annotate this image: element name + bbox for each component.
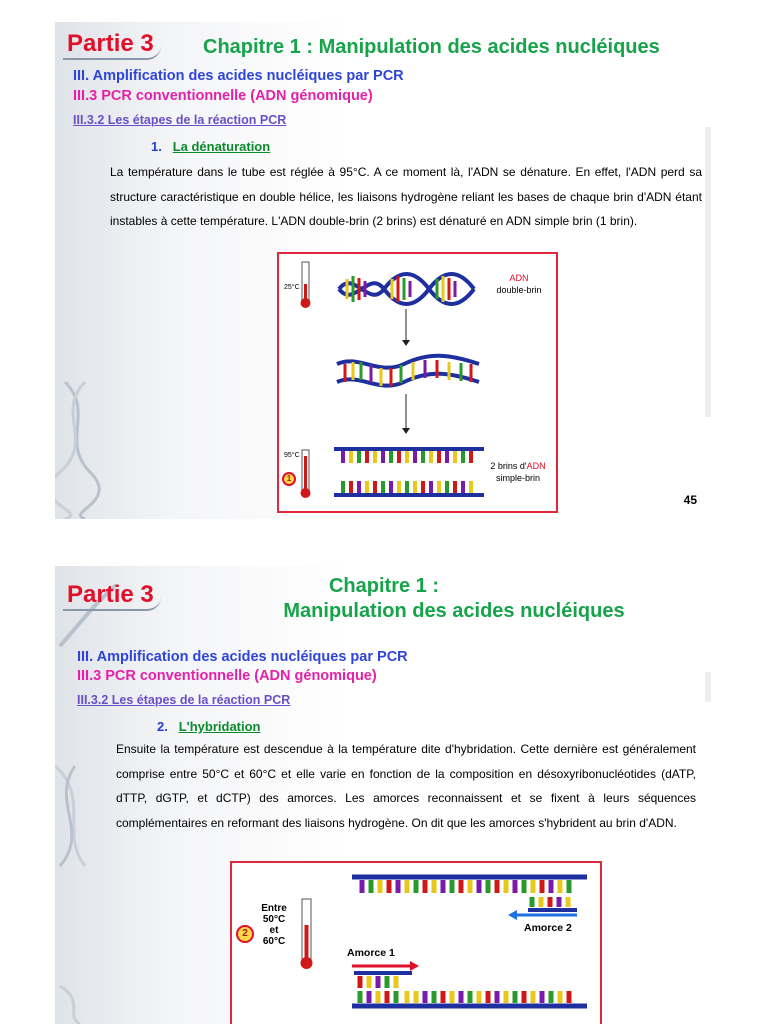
thermometer-icon [301, 899, 313, 969]
step-title [151, 139, 270, 154]
step-name: L'hybridation [178, 719, 261, 734]
subsubsection-heading: III.3.2 Les étapes de la réaction PCR [73, 113, 287, 127]
step-number: 1. [151, 139, 162, 154]
step-badge: 1 [282, 472, 296, 486]
body-paragraph: Ensuite la température est descendue à la température dite d'hybridation. Cette dernière est généralement comprise entre 50°C et 60°C et elle varie en fonction de la composition en désoxyribonucléotides (dATP, dTTP, dGTP, et dCTP) des amorces. Les amorces reconnaissent et se fixent à leurs séquences complémentaires en reformant des liaisons hydrogène. On dit que les amorces s'hybrident au brin d'ADN. [116, 742, 696, 830]
thermometer-icon [301, 450, 311, 498]
hybridization-figure [230, 861, 602, 1024]
section-heading: III. Amplification des acides nucléiques par PCR [77, 649, 408, 665]
dna-template-strand-top [352, 877, 587, 910]
temperature-label: 25°C [284, 284, 300, 291]
subsection-heading: III.3 PCR conventionnelle (ADN génomique) [77, 668, 377, 684]
dna-helix-background [55, 566, 115, 1024]
slide-edge-shadow [705, 672, 711, 702]
chapter-title-line2: Manipulation des acides nucléiques [283, 600, 625, 622]
primer-2-label: Amorce 2 [524, 922, 572, 934]
dna-double-helix [339, 274, 474, 304]
subsubsection-heading: III.3.2 Les étapes de la réaction PCR [77, 693, 291, 707]
label-single-strand: 2 brins d'ADN simple-brin [490, 461, 546, 483]
thermometer-icon [301, 262, 311, 308]
dna-template-strand-bottom [352, 973, 587, 1006]
page-number: 45 [683, 493, 697, 507]
step-name: La dénaturation [172, 139, 271, 154]
temperature-range-label: Entre 50°C et 60°C [261, 903, 287, 947]
dna-single-strands [334, 449, 484, 495]
partie-label: Partie 3 [67, 30, 154, 57]
slide-page-45 [55, 22, 713, 519]
subsection-heading: III.3 PCR conventionnelle (ADN génomique) [73, 88, 373, 104]
chapter-title-line1: Chapitre 1 : [328, 575, 440, 597]
slide-edge-shadow [705, 127, 711, 417]
denaturation-figure [277, 252, 558, 513]
label-double-strand: ADN double-brin [496, 273, 542, 295]
chapter-title: Chapitre 1 : Manipulation des acides nucléiques [203, 36, 660, 58]
temperature-label: 95°C [284, 452, 300, 459]
step-title [157, 719, 261, 734]
slide-page-46 [55, 566, 713, 1024]
step-badge: 2 [236, 925, 254, 943]
partie-label: Partie 3 [67, 581, 154, 608]
step-number: 2. [157, 719, 168, 734]
section-heading: III. Amplification des acides nucléiques par PCR [73, 68, 404, 84]
primer-1-arrow [352, 961, 419, 971]
body-paragraph: La température dans le tube est réglée à 95°C. A ce moment là, l'ADN se dénature. En effet, l'ADN perd sa structure caractéristique en double hélice, les liaisons hydrogène reliant les bases de chaque brin d'ADN étant instables à cette température. L'ADN double-brin (2 brins) est dénaturé en ADN simple brin (1 brin). [110, 165, 702, 228]
dna-unwinding [337, 356, 479, 386]
primer-1-label: Amorce 1 [347, 947, 395, 959]
